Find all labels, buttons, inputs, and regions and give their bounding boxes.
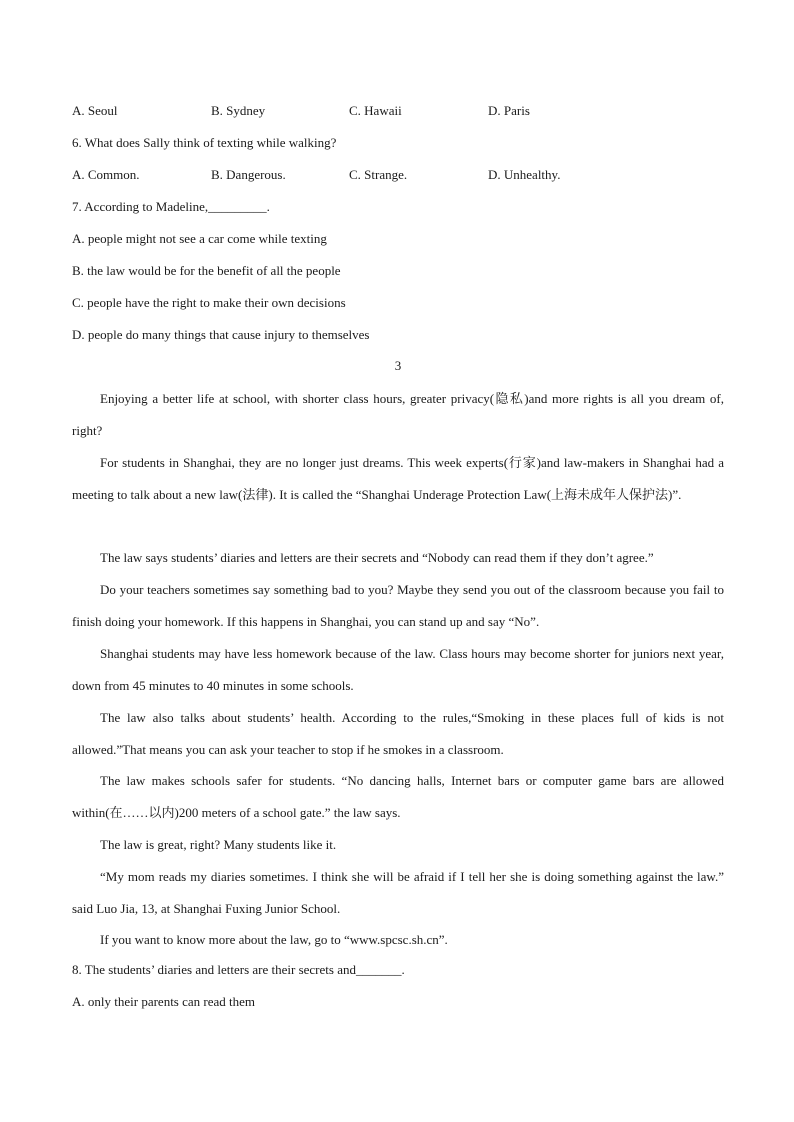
passage-paragraph-10: If you want to know more about the law, go to “www.spcsc.sh.cn”.	[100, 932, 448, 947]
q6-options	[72, 167, 724, 185]
q8-question: 8. The students’ diaries and letters are their secrets and_______.	[72, 962, 405, 977]
passage-paragraph-3: The law says students’ diaries and letters are their secrets and “Nobody can read them if they don’t agree.”	[100, 550, 654, 565]
passage-paragraph-8: The law is great, right? Many students like it.	[100, 837, 337, 852]
passage-paragraph-2: For students in Shanghai, they are no longer just dreams. This week experts(行家)and law-makers in Shanghai had a meeting to talk about a new law(法律). It is called the “Shanghai Underage Protection Law(上海未成年人保护法)”.	[72, 455, 724, 502]
q5-option-c: C. Hawaii	[349, 103, 402, 118]
passage-paragraph-1: Enjoying a better life at school, with shorter class hours, greater privacy(隐私)and more rights is all you dream of, right?	[72, 391, 724, 438]
passage-paragraph-6: The law also talks about students’ health. According to the rules,“Smoking in these places full of kids is not allowed.”That means you can ask your teacher to stop if he smokes in a classroom.	[72, 710, 724, 757]
q7-question: 7. According to Madeline,_________.	[72, 199, 270, 214]
q8-option-a: A. only their parents can read them	[72, 994, 256, 1009]
q7-option-a: A. people might not see a car come while texting	[72, 231, 327, 246]
q7-option-b: B. the law would be for the benefit of all the people	[72, 263, 341, 278]
q5-option-b: B. Sydney	[211, 103, 266, 118]
passage-paragraph-4: Do your teachers sometimes say something bad to you? Maybe they send you out of the classroom because you fail to finish doing your homework. If this happens in Shanghai, you can stand up and say “No”.	[72, 582, 724, 629]
passage-paragraph-7: The law makes schools safer for students. “No dancing halls, Internet bars or computer game bars are allowed within(在……以内)200 meters of a school gate.” the law says.	[72, 773, 724, 820]
q5-option-a: A. Seoul	[72, 103, 118, 118]
passage-paragraph-5: Shanghai students may have less homework because of the law. Class hours may become shorter for juniors next year, down from 45 minutes to 40 minutes in some schools.	[72, 646, 724, 693]
passage-paragraph-9: “My mom reads my diaries sometimes. I think she will be afraid if I tell her she is doing something against the law.” said Luo Jia, 13, at Shanghai Fuxing Junior School.	[72, 869, 724, 916]
q7-option-c: C. people have the right to make their own decisions	[72, 295, 346, 310]
q6-option-d: D. Unhealthy.	[488, 167, 561, 182]
q6-option-c: C. Strange.	[349, 167, 408, 182]
q6-option-a: A. Common.	[72, 167, 140, 182]
section-number: 3	[394, 358, 402, 373]
q5-options	[72, 103, 724, 121]
q5-option-d: D. Paris	[488, 103, 530, 118]
q7-option-d: D. people do many things that cause injury to themselves	[72, 327, 370, 342]
q6-option-b: B. Dangerous.	[211, 167, 286, 182]
q6-question: 6. What does Sally think of texting while walking?	[72, 135, 337, 150]
